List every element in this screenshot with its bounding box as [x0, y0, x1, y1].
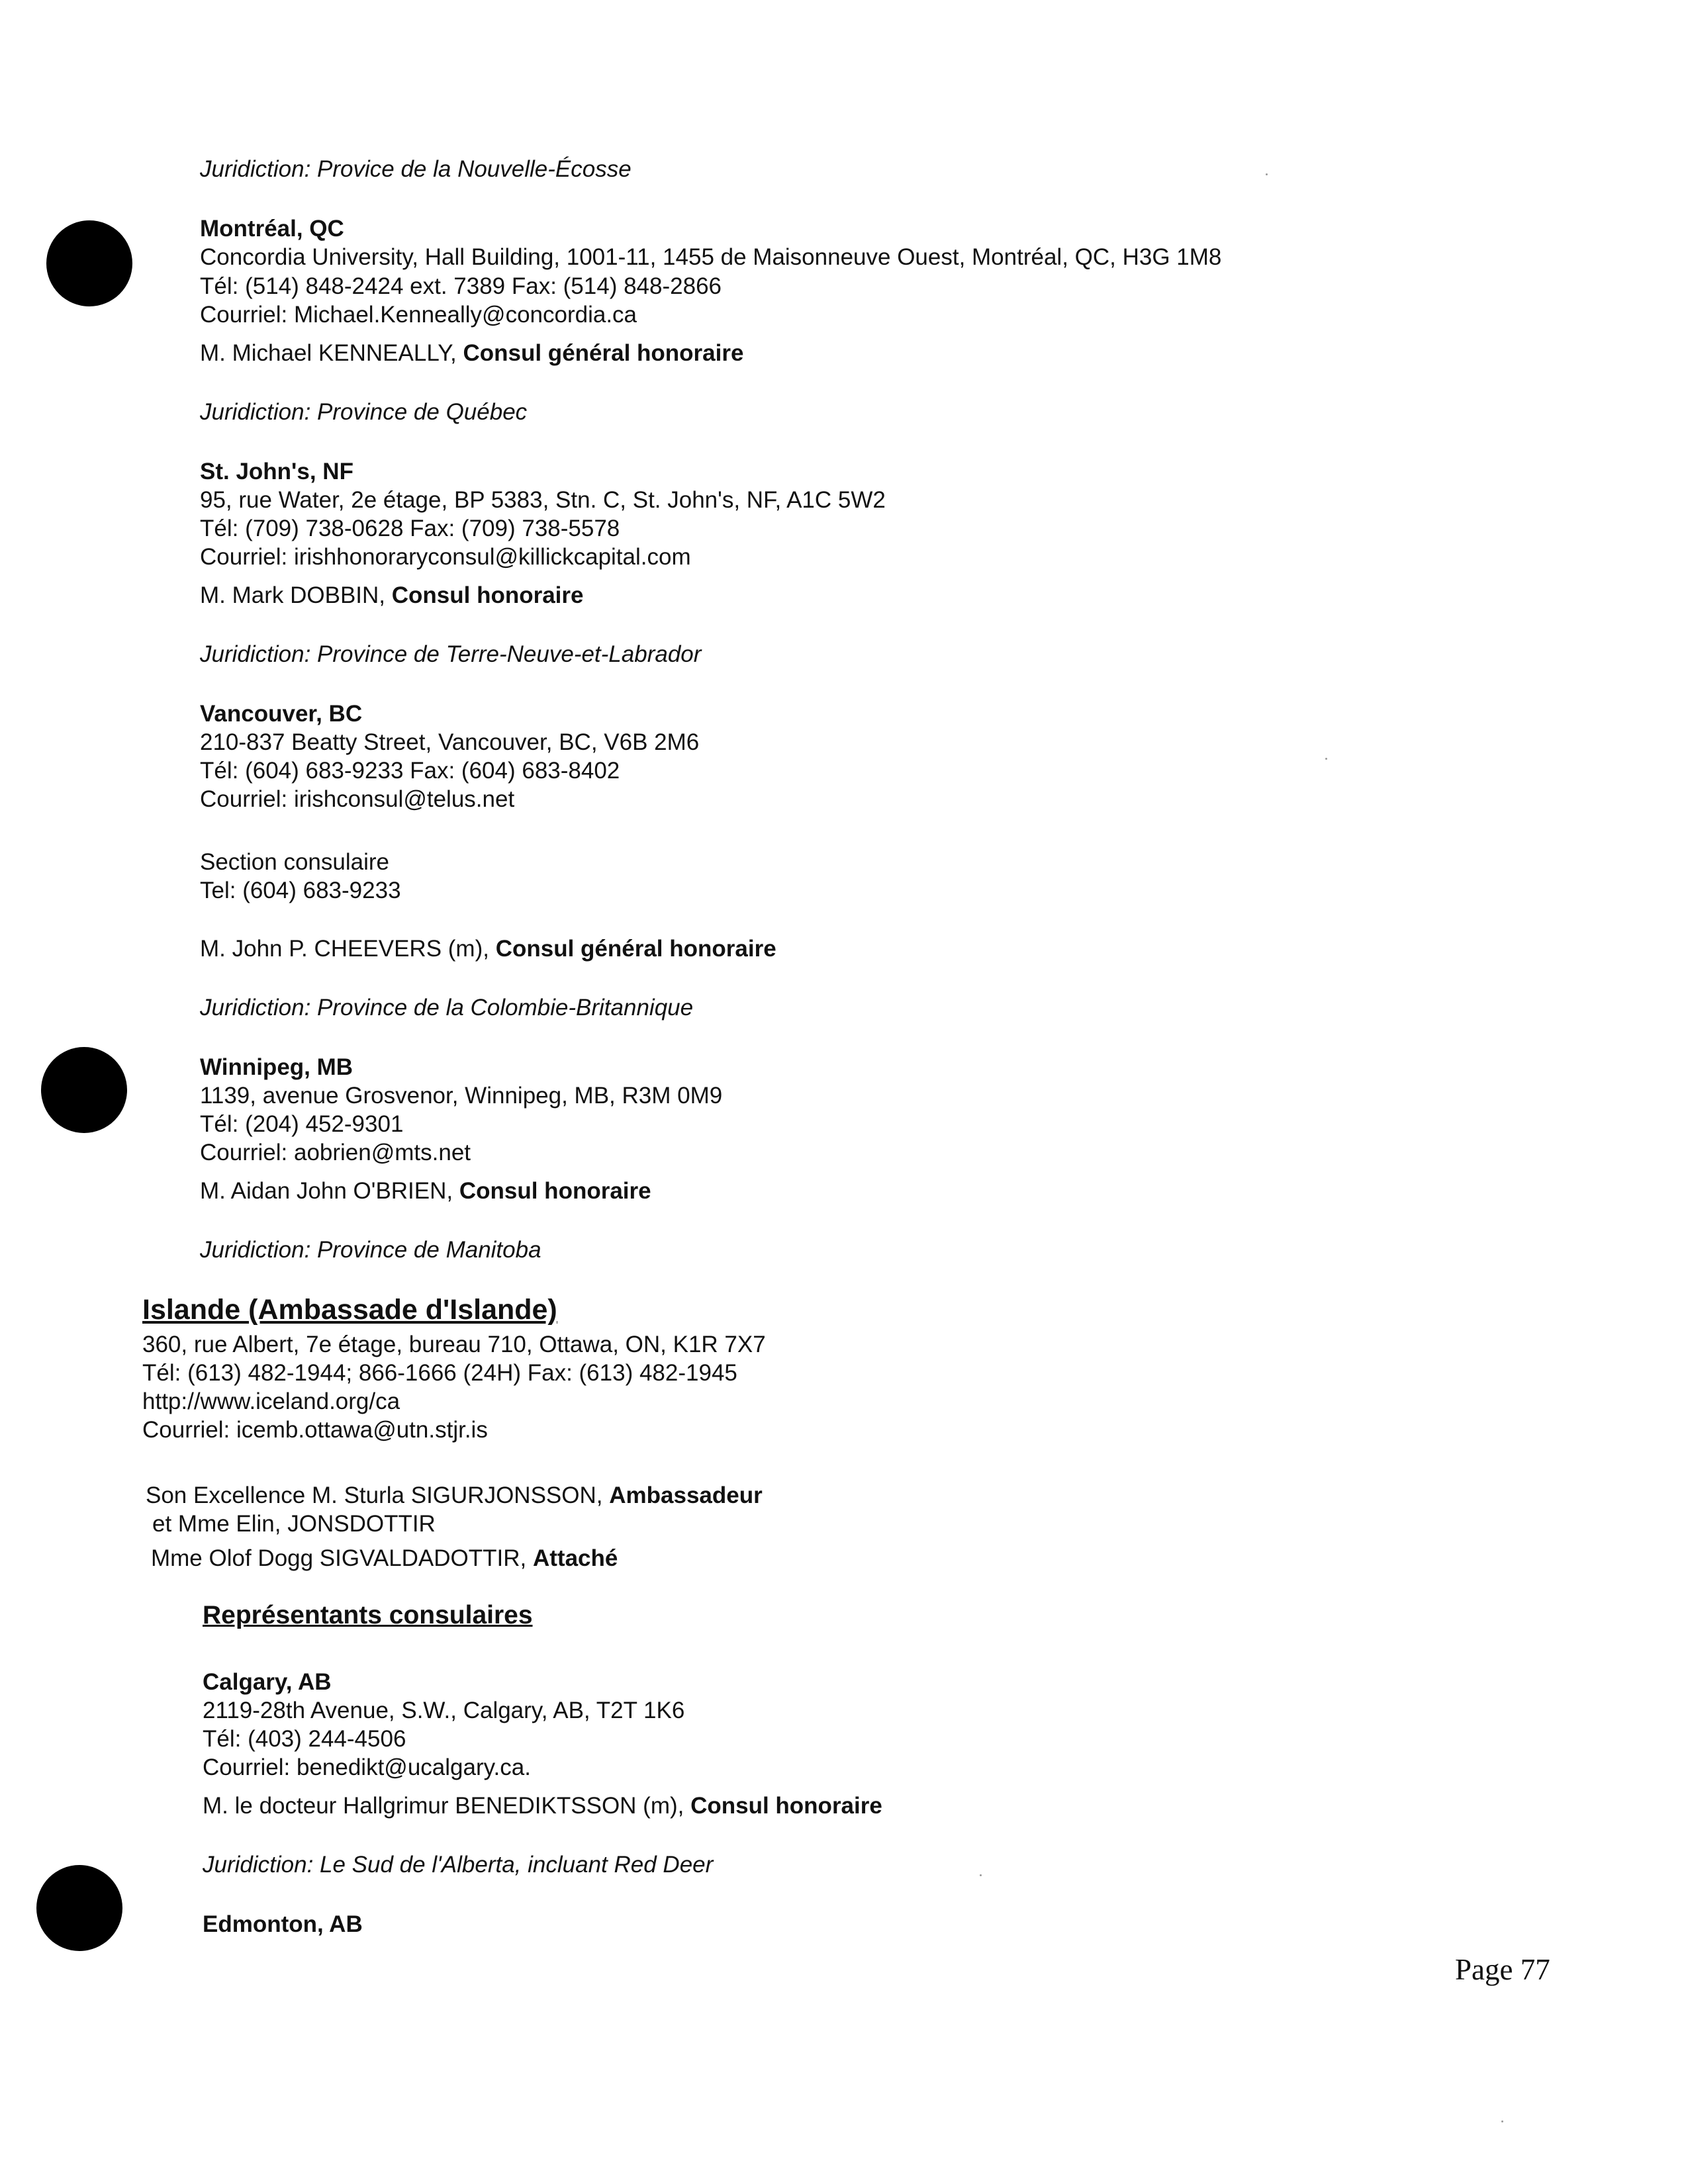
- consulate-address: 95, rue Water, 2e étage, BP 5383, Stn. C, St. John's, NF, A1C 5W2: [200, 487, 886, 513]
- consulate-city: Edmonton, AB: [203, 1911, 363, 1937]
- scan-speck: [1501, 2120, 1503, 2122]
- consulate-address: 2119-28th Avenue, S.W., Calgary, AB, T2T 1K6: [203, 1698, 685, 1723]
- consul-title: Consul honoraire: [391, 582, 584, 608]
- consulate-address: 210-837 Beatty Street, Vancouver, BC, V6B 2M6: [200, 729, 700, 755]
- consul-title: Consul général honoraire: [463, 340, 744, 366]
- consul-line: [200, 1179, 651, 1203]
- jurisdiction-line: Juridiction: Provice de la Nouvelle-Écosse: [200, 156, 632, 182]
- consulate-email: Courriel: benedikt@ucalgary.ca.: [203, 1754, 531, 1780]
- consul-title: Consul honoraire: [690, 1793, 882, 1819]
- page-number: Page 77: [1455, 1953, 1550, 1986]
- country-heading: Islande (Ambassade d'Islande): [142, 1294, 557, 1326]
- jurisdiction-line: Juridiction: Le Sud de l'Alberta, incluant Red Deer: [203, 1852, 714, 1878]
- jurisdiction-line: Juridiction: Province de Québec: [200, 399, 528, 425]
- consulate-city: St. John's, NF: [200, 459, 353, 484]
- attache-title: Attaché: [533, 1545, 618, 1571]
- consulate-city: Vancouver, BC: [200, 701, 363, 727]
- consulate-city: Winnipeg, MB: [200, 1054, 353, 1080]
- binder-hole: [36, 1865, 122, 1951]
- consulate-email: Courriel: irishhonoraryconsul@killickcapital.com: [200, 544, 691, 570]
- consul-name: M. John P. CHEEVERS (m),: [200, 936, 496, 962]
- scan-speck: [1266, 173, 1268, 175]
- consulate-phone: Tél: (204) 452-9301: [200, 1111, 404, 1137]
- consular-heading: Représentants consulaires: [203, 1601, 533, 1629]
- consul-name: M. Mark DOBBIN,: [200, 582, 392, 608]
- consular-section-phone: Tel: (604) 683-9233: [200, 878, 401, 903]
- consulate-email: Courriel: irishconsul@telus.net: [200, 786, 515, 812]
- embassy-address: 360, rue Albert, 7e étage, bureau 710, Ottawa, ON, K1R 7X7: [142, 1332, 766, 1357]
- jurisdiction-line: Juridiction: Province de Terre-Neuve-et-Labrador: [200, 641, 702, 667]
- consulate-phone: Tél: (604) 683-9233 Fax: (604) 683-8402: [200, 758, 620, 784]
- embassy-website: http://www.iceland.org/ca: [142, 1388, 400, 1414]
- consulate-phone: Tél: (514) 848-2424 ext. 7389 Fax: (514) 848-2866: [200, 273, 722, 299]
- consul-title: Consul honoraire: [459, 1178, 651, 1204]
- ambassador-title: Ambassadeur: [609, 1482, 763, 1508]
- scan-speck: [980, 1874, 982, 1876]
- consul-line: [200, 937, 776, 960]
- embassy-email: Courriel: icemb.ottawa@utn.stjr.is: [142, 1417, 488, 1443]
- consul-name: M. le docteur Hallgrimur BENEDIKTSSON (m),: [203, 1793, 691, 1819]
- consul-line: [203, 1794, 882, 1817]
- jurisdiction-line: Juridiction: Province de Manitoba: [200, 1237, 541, 1263]
- consul-name: M. Aidan John O'BRIEN,: [200, 1178, 459, 1204]
- consulate-email: Courriel: aobrien@mts.net: [200, 1140, 471, 1165]
- embassy-phone: Tél: (613) 482-1944; 866-1666 (24H) Fax: (613) 482-1945: [142, 1360, 737, 1386]
- consulate-city: Calgary, AB: [203, 1669, 332, 1695]
- scan-speck: [1325, 758, 1327, 760]
- consulate-phone: Tél: (709) 738-0628 Fax: (709) 738-5578: [200, 516, 620, 541]
- ambassador-spouse: et Mme Elin, JONSDOTTIR: [152, 1511, 436, 1537]
- jurisdiction-line: Juridiction: Province de la Colombie-Britannique: [200, 995, 694, 1021]
- consulate-address: Concordia University, Hall Building, 1001-11, 1455 de Maisonneuve Ouest, Montréal, QC, H3G 1M8: [200, 244, 1222, 270]
- attache-line: [151, 1547, 618, 1570]
- ambassador-line: [146, 1484, 763, 1507]
- consul-line: [200, 584, 584, 607]
- ambassador-name: Son Excellence M. Sturla SIGURJONSSON,: [146, 1482, 610, 1508]
- binder-hole: [46, 220, 132, 306]
- binder-hole: [41, 1047, 127, 1133]
- consul-title: Consul général honoraire: [495, 936, 776, 962]
- attache-name: Mme Olof Dogg SIGVALDADOTTIR,: [151, 1545, 533, 1571]
- consulate-city: Montréal, QC: [200, 216, 344, 242]
- consulate-phone: Tél: (403) 244-4506: [203, 1726, 406, 1752]
- consulate-address: 1139, avenue Grosvenor, Winnipeg, MB, R3M 0M9: [200, 1083, 723, 1109]
- consul-line: [200, 341, 743, 365]
- consular-section: Section consulaire: [200, 849, 389, 875]
- consulate-email: Courriel: Michael.Kenneally@concordia.ca: [200, 302, 637, 328]
- consul-name: M. Michael KENNEALLY,: [200, 340, 463, 366]
